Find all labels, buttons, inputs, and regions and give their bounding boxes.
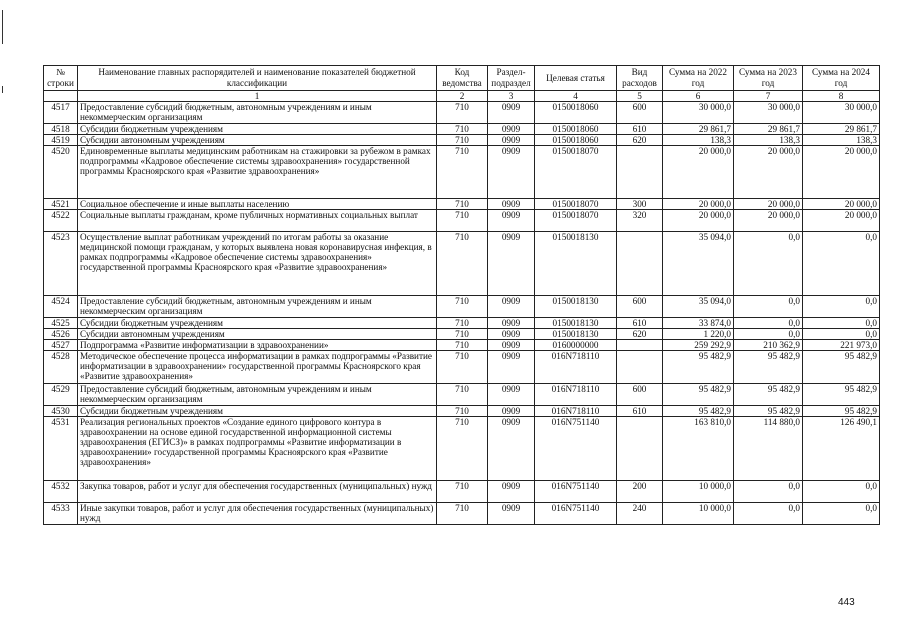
- table-row: [44, 102, 880, 124]
- sum-2023: 20 000,0: [734, 146, 803, 199]
- dept-code: 710: [437, 503, 488, 525]
- sum-2023: 0,0: [734, 296, 803, 318]
- sum-2022: 35 094,0: [663, 232, 734, 296]
- table-row: [44, 135, 880, 146]
- sum-2023: 95 482,9: [734, 384, 803, 406]
- target-code: 0150018130: [535, 296, 617, 318]
- table-row: [44, 329, 880, 340]
- expense-type: 200: [617, 481, 663, 503]
- expense-type: 600: [617, 102, 663, 124]
- section-code: 0909: [488, 340, 535, 351]
- expense-type: [617, 351, 663, 384]
- header-name: Наименование главных распорядителей и наименование показателей бюджетной классификации: [78, 66, 437, 91]
- table-row: [44, 481, 880, 503]
- target-code: 016N751140: [535, 417, 617, 481]
- table-row: [44, 503, 880, 525]
- table-row: [44, 296, 880, 318]
- column-number: 8: [803, 91, 880, 102]
- expense-type: [617, 417, 663, 481]
- sum-2023: 0,0: [734, 329, 803, 340]
- dept-code: 710: [437, 481, 488, 503]
- sum-2022: 259 292,9: [663, 340, 734, 351]
- table-row: [44, 406, 880, 417]
- header-row-no: № строки: [44, 66, 78, 91]
- section-code: 0909: [488, 318, 535, 329]
- section-code: 0909: [488, 329, 535, 340]
- sum-2022: 138,3: [663, 135, 734, 146]
- scan-edge-mark: [2, 86, 3, 93]
- expense-type: 320: [617, 210, 663, 232]
- dept-code: 710: [437, 329, 488, 340]
- dept-code: 710: [437, 296, 488, 318]
- row-number: 4529: [44, 384, 78, 406]
- section-code: 0909: [488, 232, 535, 296]
- column-number: 4: [535, 91, 617, 102]
- sum-2024: 20 000,0: [803, 199, 880, 210]
- target-code: 0150018130: [535, 318, 617, 329]
- row-name: Предоставление субсидий бюджетным, автономным учреждениям и иным некоммерческим организациям: [78, 296, 437, 318]
- section-code: 0909: [488, 384, 535, 406]
- sum-2024: 29 861,7: [803, 124, 880, 135]
- sum-2023: 20 000,0: [734, 210, 803, 232]
- row-number: 4518: [44, 124, 78, 135]
- dept-code: 710: [437, 199, 488, 210]
- target-code: 016N718110: [535, 384, 617, 406]
- target-code: 0150018060: [535, 124, 617, 135]
- sum-2024: 30 000,0: [803, 102, 880, 124]
- sum-2023: 29 861,7: [734, 124, 803, 135]
- column-number: 7: [734, 91, 803, 102]
- budget-table: [43, 65, 880, 525]
- sum-2024: 0,0: [803, 503, 880, 525]
- sum-2022: 20 000,0: [663, 146, 734, 199]
- dept-code: 710: [437, 146, 488, 199]
- target-code: 0150018130: [535, 329, 617, 340]
- dept-code: 710: [437, 210, 488, 232]
- row-name: Предоставление субсидий бюджетным, автономным учреждениям и иным некоммерческим организациям: [78, 384, 437, 406]
- sum-2022: 1 220,0: [663, 329, 734, 340]
- dept-code: 710: [437, 102, 488, 124]
- row-name: Методическое обеспечение процесса информатизации в рамках подпрограммы «Развитие информатизации в здравоохранении» государственной программы Красноярского края «Развитие здравоохранения»: [78, 351, 437, 384]
- dept-code: 710: [437, 124, 488, 135]
- row-number: 4527: [44, 340, 78, 351]
- row-name: Подпрограмма «Развитие информатизации в здравоохранении»: [78, 340, 437, 351]
- section-code: 0909: [488, 210, 535, 232]
- header-sum-2024: Сумма на 2024 год: [803, 66, 880, 91]
- table-row: [44, 340, 880, 351]
- section-code: 0909: [488, 135, 535, 146]
- row-number: 4531: [44, 417, 78, 481]
- row-number: 4521: [44, 199, 78, 210]
- section-code: 0909: [488, 481, 535, 503]
- target-code: 016N718110: [535, 406, 617, 417]
- table-row: [44, 210, 880, 232]
- target-code: 0150018060: [535, 135, 617, 146]
- target-code: 0150018130: [535, 232, 617, 296]
- sum-2024: 20 000,0: [803, 210, 880, 232]
- sum-2023: 138,3: [734, 135, 803, 146]
- table-row: [44, 199, 880, 210]
- dept-code: 710: [437, 417, 488, 481]
- section-code: 0909: [488, 146, 535, 199]
- row-number: 4526: [44, 329, 78, 340]
- expense-type: 600: [617, 296, 663, 318]
- expense-type: 610: [617, 406, 663, 417]
- row-name: Предоставление субсидий бюджетным, автономным учреждениям и иным некоммерческим организациям: [78, 102, 437, 124]
- sum-2024: 126 490,1: [803, 417, 880, 481]
- expense-type: 610: [617, 318, 663, 329]
- target-code: 016N751140: [535, 503, 617, 525]
- row-name: Реализация региональных проектов «Создание единого цифрового контура в здравоохранении на основе единой государственной информационной системы здравоохранения (ЕГИСЗ)» в рамках подпрограммы «Развитие информатизации в здравоохранении» государственной программы Красноярского края «Развитие здравоохранения»: [78, 417, 437, 481]
- row-number: 4517: [44, 102, 78, 124]
- sum-2022: 95 482,9: [663, 351, 734, 384]
- header-section: Раздел-подраздел: [488, 66, 535, 91]
- row-name: Закупка товаров, работ и услуг для обеспечения государственных (муниципальных) нужд: [78, 481, 437, 503]
- sum-2022: 163 810,0: [663, 417, 734, 481]
- column-number: 2: [437, 91, 488, 102]
- section-code: 0909: [488, 503, 535, 525]
- sum-2023: 95 482,9: [734, 351, 803, 384]
- table-row: [44, 351, 880, 384]
- row-name: Субсидии автономным учреждениям: [78, 135, 437, 146]
- row-number: 4524: [44, 296, 78, 318]
- dept-code: 710: [437, 351, 488, 384]
- row-number: 4520: [44, 146, 78, 199]
- section-code: 0909: [488, 296, 535, 318]
- row-number: 4523: [44, 232, 78, 296]
- table-row: [44, 384, 880, 406]
- sum-2023: 95 482,9: [734, 406, 803, 417]
- column-number: 6: [663, 91, 734, 102]
- target-code: 016N718110: [535, 351, 617, 384]
- sum-2022: 10 000,0: [663, 481, 734, 503]
- sum-2024: 0,0: [803, 481, 880, 503]
- row-name: Субсидии бюджетным учреждениям: [78, 124, 437, 135]
- sum-2022: 95 482,9: [663, 384, 734, 406]
- dept-code: 710: [437, 135, 488, 146]
- sum-2022: 30 000,0: [663, 102, 734, 124]
- expense-type: [617, 340, 663, 351]
- sum-2024: 95 482,9: [803, 351, 880, 384]
- sum-2023: 0,0: [734, 481, 803, 503]
- column-number: 3: [488, 91, 535, 102]
- expense-type: [617, 232, 663, 296]
- sum-2023: 114 880,0: [734, 417, 803, 481]
- header-exp-type: Вид расходов: [617, 66, 663, 91]
- section-code: 0909: [488, 124, 535, 135]
- sum-2024: 0,0: [803, 296, 880, 318]
- sum-2024: 0,0: [803, 232, 880, 296]
- row-name: Иные закупки товаров, работ и услуг для обеспечения государственных (муниципальных) нужд: [78, 503, 437, 525]
- sum-2023: 30 000,0: [734, 102, 803, 124]
- sum-2022: 20 000,0: [663, 210, 734, 232]
- sum-2022: 10 000,0: [663, 503, 734, 525]
- sum-2023: 20 000,0: [734, 199, 803, 210]
- sum-2022: 20 000,0: [663, 199, 734, 210]
- row-number: 4533: [44, 503, 78, 525]
- row-name: Субсидии автономным учреждениям: [78, 329, 437, 340]
- sum-2024: 95 482,9: [803, 406, 880, 417]
- target-code: 0150018070: [535, 199, 617, 210]
- sum-2024: 0,0: [803, 329, 880, 340]
- row-number: 4530: [44, 406, 78, 417]
- expense-type: 620: [617, 329, 663, 340]
- header-dept-code: Код ведомства: [437, 66, 488, 91]
- expense-type: 620: [617, 135, 663, 146]
- row-name: Субсидии бюджетным учреждениям: [78, 318, 437, 329]
- row-name: Осуществление выплат работникам учреждений по итогам работы за оказание медицинской помощи гражданам, у которых выявлена новая коронавирусная инфекция, в рамках подпрограммы «Кадровое обеспечение системы здравоохранения» государственной программы Красноярского края «Развитие здравоохранения»: [78, 232, 437, 296]
- dept-code: 710: [437, 340, 488, 351]
- section-code: 0909: [488, 102, 535, 124]
- row-name: Единовременные выплаты медицинским работникам на стажировки за рубежом в рамках подпрограммы «Кадровое обеспечение системы здравоохранения» государственной программы Красноярского края «Развитие здравоохранения»: [78, 146, 437, 199]
- sum-2022: 29 861,7: [663, 124, 734, 135]
- column-number: 1: [78, 91, 437, 102]
- section-code: 0909: [488, 351, 535, 384]
- target-code: 0150018070: [535, 210, 617, 232]
- column-number: 5: [617, 91, 663, 102]
- dept-code: 710: [437, 232, 488, 296]
- sum-2022: 95 482,9: [663, 406, 734, 417]
- row-number: 4522: [44, 210, 78, 232]
- sum-2023: 210 362,9: [734, 340, 803, 351]
- row-name: Субсидии бюджетным учреждениям: [78, 406, 437, 417]
- table-row: [44, 232, 880, 296]
- sum-2023: 0,0: [734, 232, 803, 296]
- row-number: 4519: [44, 135, 78, 146]
- table-row: [44, 124, 880, 135]
- table-row: [44, 318, 880, 329]
- table-row: [44, 417, 880, 481]
- sum-2023: 0,0: [734, 318, 803, 329]
- column-number-row: [44, 91, 880, 102]
- column-number: [44, 91, 78, 102]
- sum-2024: 138,3: [803, 135, 880, 146]
- sum-2024: 95 482,9: [803, 384, 880, 406]
- target-code: 0150018070: [535, 146, 617, 199]
- expense-type: 300: [617, 199, 663, 210]
- sum-2024: 20 000,0: [803, 146, 880, 199]
- sum-2023: 0,0: [734, 503, 803, 525]
- header-sum-2022: Сумма на 2022 год: [663, 66, 734, 91]
- table-row: [44, 146, 880, 199]
- sum-2024: 221 973,0: [803, 340, 880, 351]
- expense-type: 610: [617, 124, 663, 135]
- section-code: 0909: [488, 417, 535, 481]
- expense-type: [617, 146, 663, 199]
- header-row: [44, 66, 880, 91]
- target-code: 0160000000: [535, 340, 617, 351]
- dept-code: 710: [437, 384, 488, 406]
- sum-2022: 33 874,0: [663, 318, 734, 329]
- scan-edge-mark: [2, 10, 3, 44]
- header-sum-2023: Сумма на 2023 год: [734, 66, 803, 91]
- dept-code: 710: [437, 406, 488, 417]
- section-code: 0909: [488, 406, 535, 417]
- section-code: 0909: [488, 199, 535, 210]
- expense-type: 600: [617, 384, 663, 406]
- sum-2022: 35 094,0: [663, 296, 734, 318]
- target-code: 016N751140: [535, 481, 617, 503]
- row-name: Социальное обеспечение и иные выплаты населению: [78, 199, 437, 210]
- row-name: Социальные выплаты гражданам, кроме публичных нормативных социальных выплат: [78, 210, 437, 232]
- expense-type: 240: [617, 503, 663, 525]
- dept-code: 710: [437, 318, 488, 329]
- page-number: 443: [838, 597, 855, 608]
- row-number: 4528: [44, 351, 78, 384]
- header-target: Целевая статья: [535, 66, 617, 91]
- row-number: 4532: [44, 481, 78, 503]
- row-number: 4525: [44, 318, 78, 329]
- sum-2024: 0,0: [803, 318, 880, 329]
- target-code: 0150018060: [535, 102, 617, 124]
